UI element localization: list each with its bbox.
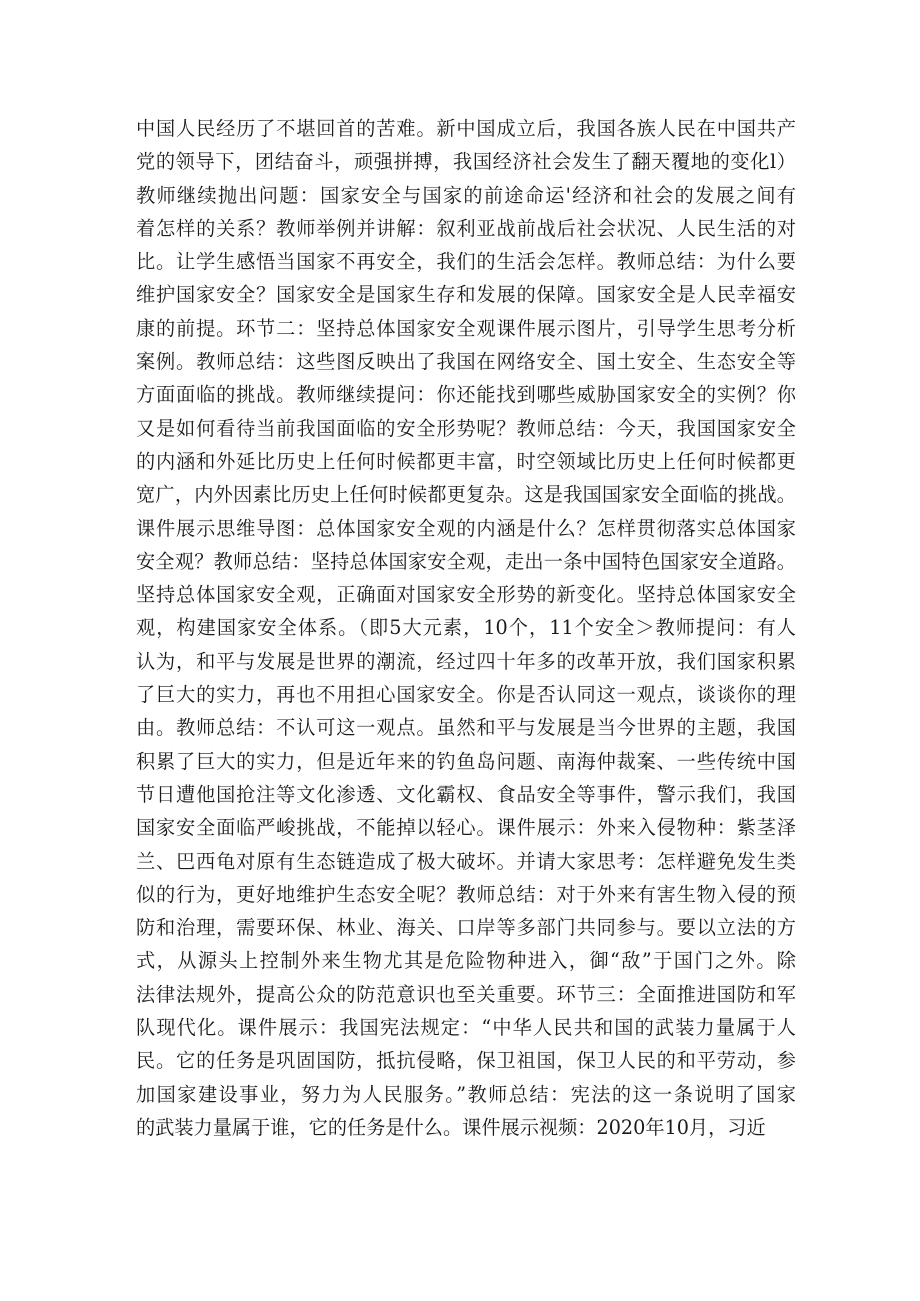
text-line: 康的前提。环节二：坚持总体国家安全观课件展示图片，引导学生思考分析 bbox=[136, 316, 796, 340]
text-line: 宽广，内外因素比历史上任何时候都更复杂。这是我国国家安全面临的挑战。 bbox=[136, 483, 796, 507]
text-line: 的武装力量属于谁，它的任务是什么。课件展示视频：2020年10月，习近 bbox=[136, 1115, 766, 1139]
body-text bbox=[136, 112, 796, 1144]
text-line: 队现代化。课件展示：我国宪法规定：“中华人民共和国的武装力量属于人 bbox=[136, 1016, 796, 1040]
text-line: 安全观？教师总结：坚持总体国家安全观，走出一条中国特色国家安全道路。 bbox=[136, 549, 796, 573]
text-line: 的内涵和外延比历史上任何时候都更丰富，时空领域比历史上任何时候都更 bbox=[136, 449, 796, 473]
text-line: 案例。教师总结：这些图反映出了我国在网络安全、国土安全、生态安全等 bbox=[136, 350, 796, 374]
text-line: 方面面临的挑战。教师继续提问：你还能找到哪些威胁国家安全的实例？你 bbox=[136, 383, 796, 407]
text-line: 党的领导下，团结奋斗，顽强拼搏，我国经济社会发生了翻天覆地的变化l） bbox=[136, 150, 796, 174]
text-line: 观，构建国家安全体系。（即5大元素，10个，11个安全＞教师提问：有人 bbox=[136, 616, 796, 640]
text-line: 了巨大的实力，再也不用担心国家安全。你是否认同这一观点，谈谈你的理 bbox=[136, 683, 796, 707]
text-line: 教师继续抛出问题：国家安全与国家的前途命运'经济和社会的发展之间有 bbox=[136, 183, 796, 207]
text-line: 似的行为，更好地维护生态安全呢？教师总结：对于外来有害生物入侵的预 bbox=[136, 882, 796, 906]
text-line: 又是如何看待当前我国面临的安全形势呢？教师总结：今天，我国国家安全 bbox=[136, 416, 796, 440]
text-line: 坚持总体国家安全观，正确面对国家安全形势的新变化。坚持总体国家安全 bbox=[136, 583, 796, 607]
text-line: 着怎样的关系？教师举例并讲解：叙利亚战前战后社会状况、人民生活的对 bbox=[136, 216, 796, 240]
text-line: 节日遭他国抢注等文化渗透、文化霸权、食品安全等事件，警示我们，我国 bbox=[136, 782, 796, 806]
text-line: 民。它的任务是巩固国防，抵抗侵略，保卫祖国，保卫人民的和平劳动，参 bbox=[136, 1049, 796, 1073]
text-line: 法律法规外，提高公众的防范意识也至关重要。环节三：全面推进国防和军 bbox=[136, 982, 796, 1006]
text-line: 积累了巨大的实力，但是近年来的钓鱼岛问题、南海仲裁案、一些传统中国 bbox=[136, 749, 796, 773]
text-line: 式，从源头上控制外来生物尤其是危险物种进入，御“敌”于国门之外。除 bbox=[136, 949, 796, 973]
text-line: 兰、巴西龟对原有生态链造成了极大破坏。并请大家思考：怎样避免发生类 bbox=[136, 849, 796, 873]
text-line: 加国家建设事业，努力为人民服务。”教师总结：宪法的这一条说明了国家 bbox=[136, 1082, 796, 1106]
text-line: 由。教师总结：不认可这一观点。虽然和平与发展是当今世界的主题，我国 bbox=[136, 716, 796, 740]
text-line: 防和治理，需要环保、林业、海关、口岸等多部门共同参与。要以立法的方 bbox=[136, 916, 796, 940]
text-line: 国家安全面临严峻挑战，不能掉以轻心。课件展示：外来入侵物种：紫茎泽 bbox=[136, 816, 796, 840]
text-line: 维护国家安全？国家安全是国家生存和发展的保障。国家安全是人民幸福安 bbox=[136, 283, 796, 307]
text-line: 课件展示思维导图：总体国家安全观的内涵是什么？怎样贯彻落实总体国家 bbox=[136, 516, 796, 540]
text-line: 比。让学生感悟当国家不再安全，我们的生活会怎样。教师总结：为什么要 bbox=[136, 250, 796, 274]
text-line: 认为，和平与发展是世界的潮流，经过四十年多的改革开放，我们国家积累 bbox=[136, 649, 796, 673]
text-line: 中国人民经历了不堪回首的苦难。新中国成立后，我国各族人民在中国共产 bbox=[136, 117, 796, 140]
